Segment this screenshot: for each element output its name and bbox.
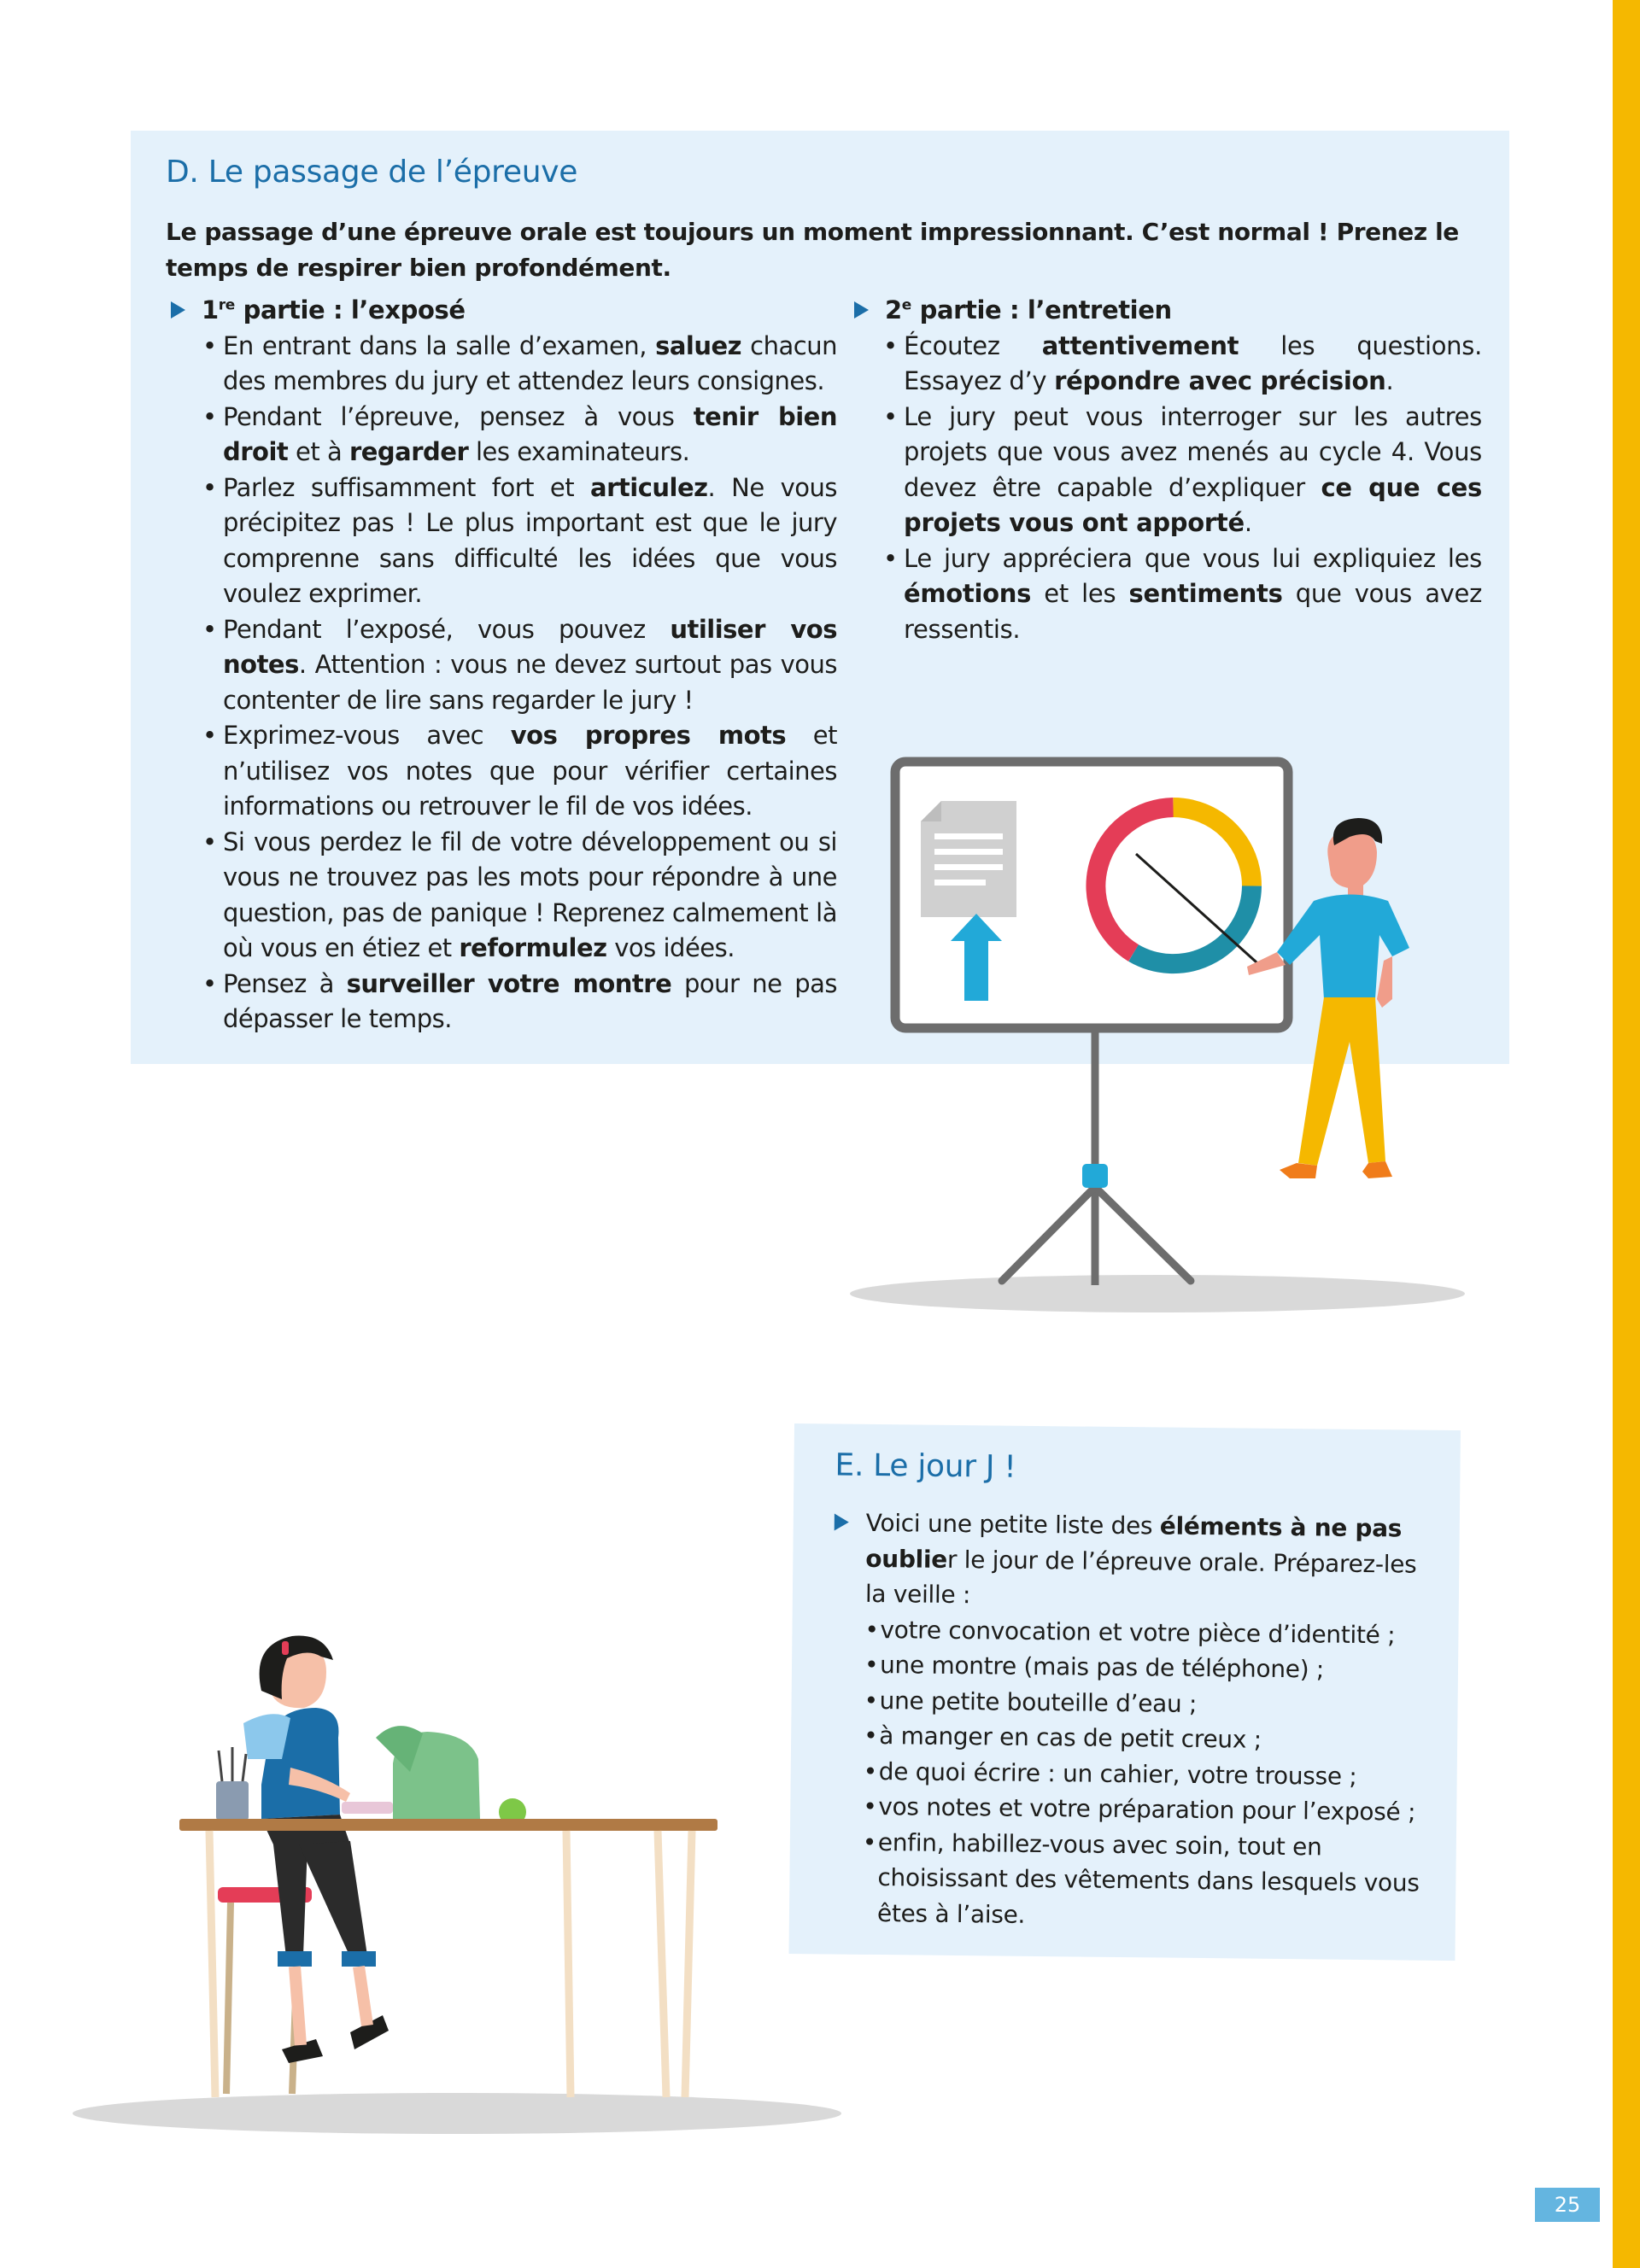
list-item: • En entrant dans la salle d’examen, saluez chacun des membres du jury et attendez leurs consignes. [202,329,837,400]
list-item: • vos notes et votre préparation pour l’exposé ; [863,1789,1429,1830]
list-item: • Pensez à surveiller votre montre pour ne pas dépasser le temps. [202,967,837,1038]
list-item: • Écoutez attentivement les questions. Essayez d’y répondre avec précision. [883,329,1482,400]
presenter-illustration [846,751,1478,1315]
floor-shadow [73,2093,841,2134]
triangle-bullet-icon [835,1513,849,1530]
list-item: • de quoi écrire : un cahier, votre trousse ; [864,1753,1430,1794]
backpack-icon [342,1726,480,1821]
list-item: • Pendant l’exposé, vous pouvez utiliser vos notes. Attention : vous ne devez surtout pas vous contenter de lire sans regarder le jury ! [202,612,837,719]
part-2-list [854,329,1482,648]
page-edge-bar [1613,0,1640,2268]
document-icon [921,801,1016,917]
section-e-lead: Voici une petite liste des éléments à ne pas oublier le jour de l’épreuve orale. Préparez-les la veille : [834,1505,1432,1617]
triangle-bullet-icon [171,301,185,319]
part-1-heading: 1re partie : l’exposé [171,293,837,329]
part-2-column [854,293,1482,647]
list-item: • Le jury appréciera que vous lui expliquiez les émotions et les sentiments que vous avez ressentis. [883,541,1482,648]
list-item: • une petite bouteille d’eau ; [864,1682,1430,1723]
list-item: • à manger en cas de petit creux ; [864,1718,1430,1759]
section-d-title: D. Le passage de l’épreuve [166,155,578,190]
floor-shadow [850,1275,1465,1312]
part-1-column [171,293,837,1038]
student-figure [243,1636,389,2063]
desk [179,1819,718,1831]
section-e-title: E. Le jour J ! [835,1447,1016,1485]
list-item: • Pendant l’épreuve, pensez à vous tenir bien droit et à regarder les examinateurs. [202,400,837,471]
page-number: 25 [1535,2188,1600,2222]
section-d-intro: Le passage d’une épreuve orale est toujours un moment impressionnant. C’est normal ! Prenez le temps de respirer bien profondément. [166,218,1459,282]
section-e-panel [788,1423,1460,1961]
list-item: • votre convocation et votre pièce d’identité ; [864,1611,1431,1652]
list-item: • enfin, habillez-vous avec soin, tout en choisissant des vêtements dans lesquels vous êtes à l’aise. [862,1824,1429,1936]
list-item: • une montre (mais pas de téléphone) ; [864,1647,1431,1688]
list-item: • Le jury peut vous interroger sur les autres projets que vous avez menés au cycle 4. Vous devez être capable d’expliquer ce que ces projets vous ont apporté. [883,400,1482,541]
list-item: • Parlez suffisamment fort et articulez. Ne vous précipitez pas ! Le plus important est que le jury comprenne sans difficulté les idées que vous voulez exprimer. [202,471,837,612]
checklist [830,1611,1432,1937]
list-item: • Si vous perdez le fil de votre développement ou si vous ne trouvez pas les mots pour répondre à une question, pas de panique ! Reprenez calmement là où vous en étiez et reformulez vos idées. [202,825,837,967]
triangle-bullet-icon [854,301,869,319]
section-e-body [830,1505,1432,1936]
part-2-heading: 2e partie : l’entretien [854,293,1482,329]
list-item: • Exprimez-vous avec vos propres mots et n’utilisez vos notes que pour vérifier certaines informations ou retrouver le fil de vos idées. [202,718,837,825]
part-1-list [171,329,837,1038]
pencil-cup-icon [216,1747,249,1821]
student-illustration [68,1588,854,2143]
